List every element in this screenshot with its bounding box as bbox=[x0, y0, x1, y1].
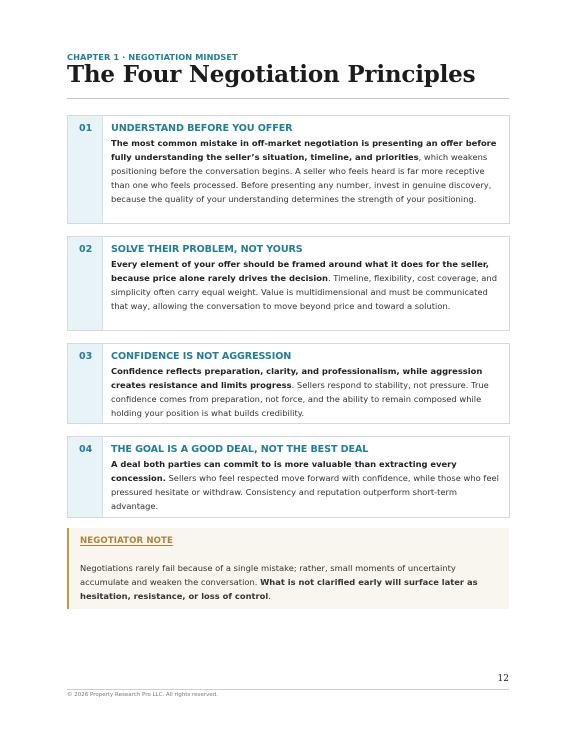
principle-text-bold: A deal both parties can commit to is more valuable than extracting every concession. bbox=[111, 459, 457, 483]
principle-card-1 bbox=[67, 115, 510, 224]
principle-text bbox=[111, 136, 503, 206]
principle-text bbox=[111, 257, 503, 313]
principle-heading: SOLVE THEIR PROBLEM, NOT YOURS bbox=[111, 244, 303, 255]
principle-text-rest: . Sellers respond to stability, not pressure. True confidence comes from preparation, not force, and the ability to remain composed while holding your position is what builds credibility. bbox=[111, 380, 489, 418]
principle-number: 03 bbox=[79, 351, 93, 362]
footer-divider bbox=[67, 689, 509, 690]
principle-text bbox=[111, 457, 503, 513]
note-text-end: . bbox=[268, 591, 271, 601]
principle-number: 04 bbox=[79, 444, 93, 455]
page-title: The Four Negotiation Principles bbox=[67, 61, 476, 88]
page-number: 12 bbox=[497, 674, 509, 684]
principle-card-3 bbox=[67, 343, 510, 424]
principle-number: 01 bbox=[79, 123, 93, 134]
copyright-footer: © 2026 Property Research Pro LLC. All rights reserved. bbox=[67, 692, 218, 698]
note-label: NEGOTIATOR NOTE bbox=[80, 536, 173, 546]
principle-text-rest: . Timeline, flexibility, cost coverage, and simplicity often carry equal weight. Value is multidimensional and must be communicated that way, allowing the conversation to move beyond price and toward a solution. bbox=[111, 273, 497, 311]
principle-card-4 bbox=[67, 436, 510, 518]
principle-card-2 bbox=[67, 236, 510, 331]
principle-text-rest: Sellers who feel respected move forward with confidence, while those who feel pressured hesitate or withdraw. Consistency and reputation outperform short-term advantage. bbox=[111, 473, 499, 511]
note-text-bold: What is not clarified early will surface later as hesitation, resistance, or loss of control bbox=[80, 577, 478, 601]
principle-heading: THE GOAL IS A GOOD DEAL, NOT THE BEST DEAL bbox=[111, 444, 369, 455]
note-text bbox=[80, 561, 498, 603]
principle-number: 02 bbox=[79, 244, 93, 255]
principle-heading: CONFIDENCE IS NOT AGGRESSION bbox=[111, 351, 292, 362]
principle-text-bold: Every element of your offer should be framed around what it does for the seller, because price alone rarely drives the decision bbox=[111, 259, 489, 283]
principle-text-bold: The most common mistake in off-market negotiation is presenting an offer before fully understanding the seller’s situation, timeline, and priorities bbox=[111, 138, 497, 162]
principle-text bbox=[111, 364, 503, 420]
chapter-label: CHAPTER 1 · NEGOTIATION MINDSET bbox=[67, 52, 238, 62]
negotiator-note bbox=[67, 528, 509, 609]
title-divider bbox=[67, 98, 509, 99]
note-text-plain: Negotiations rarely fail because of a single mistake; rather, small moments of uncertainty accumulate and weaken the conversation. bbox=[80, 563, 456, 587]
principle-heading: UNDERSTAND BEFORE YOU OFFER bbox=[111, 123, 293, 134]
principle-text-rest: , which weakens positioning before the conversation begins. A seller who feels heard is far more receptive than one who feels processed. Before presenting any number, invest in genuine discovery, because the quality of your understanding determines the strength of your positioning. bbox=[111, 152, 492, 204]
principle-text-bold: Confidence reflects preparation, clarity, and professionalism, while aggression creates resistance and limits progress bbox=[111, 366, 483, 390]
